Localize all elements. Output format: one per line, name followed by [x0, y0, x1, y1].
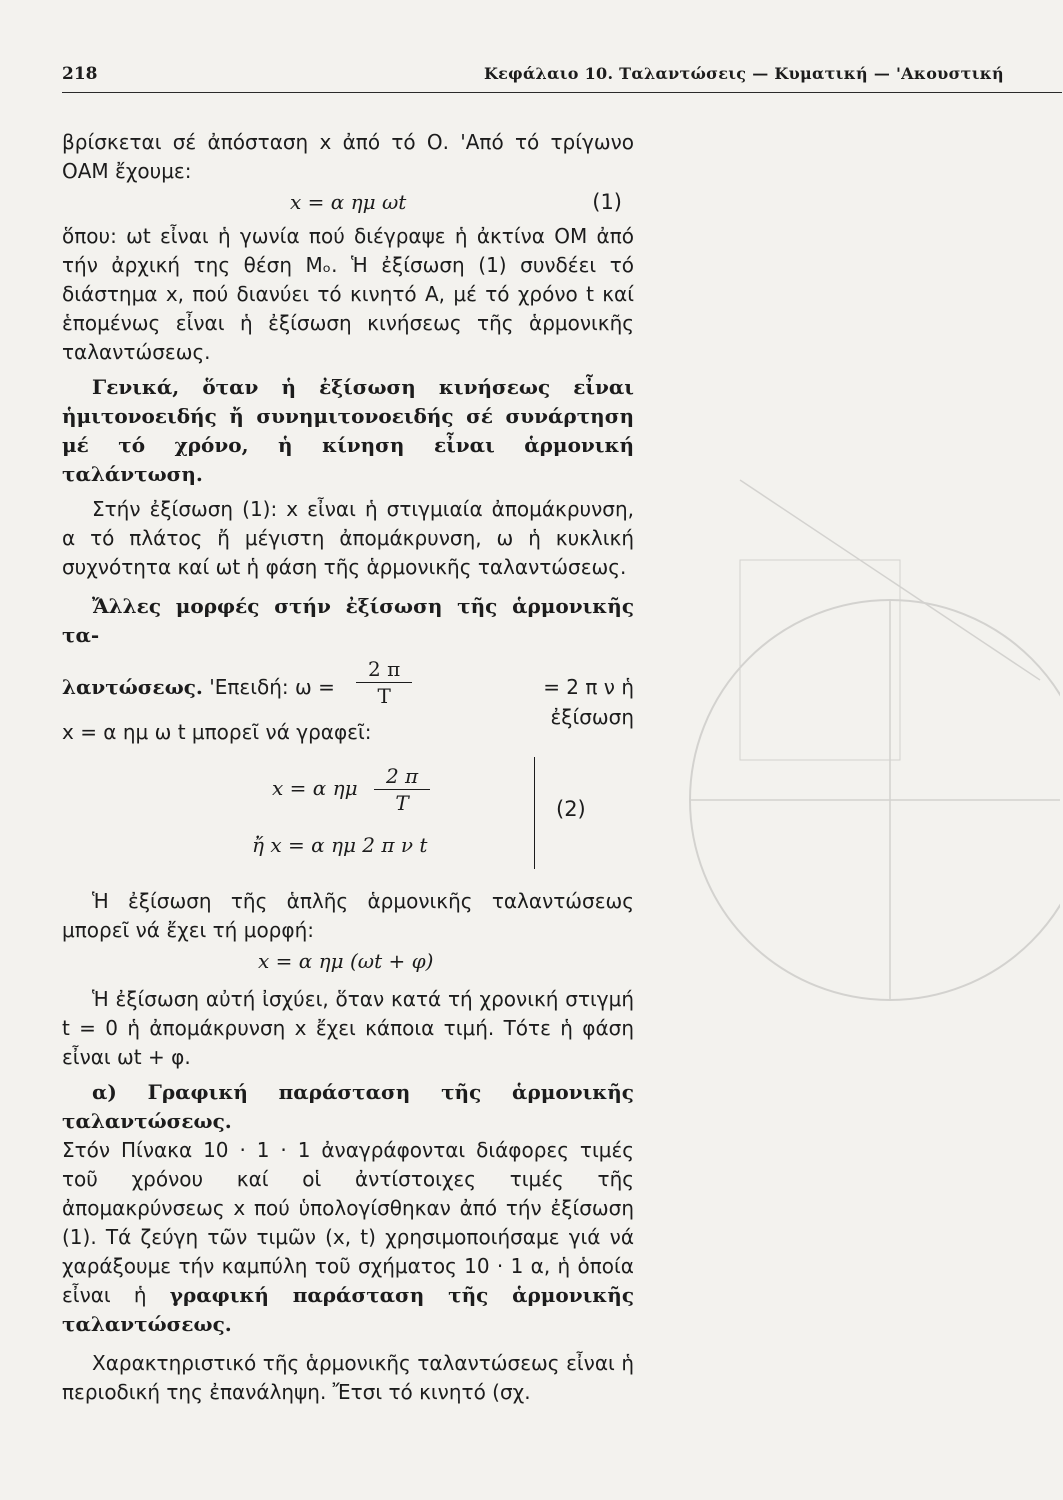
- equation-3-formula: x = α ημ (ωt + φ): [258, 949, 434, 973]
- equation-2a-numerator: 2 π: [374, 763, 430, 790]
- equation-2-brace: [524, 757, 535, 869]
- equation-2-block: [62, 751, 634, 877]
- equation-1-formula: x = α ημ ωt: [290, 190, 407, 214]
- paragraph-6: x = α ημ ω t μπορεῖ νά γραφεῖ:: [62, 720, 372, 744]
- fraction-denominator: T: [377, 684, 391, 708]
- paragraph-9-text: Στόν Πίνακα 10 · 1 · 1 ἀναγράφονται διάφορες τιμές τοῦ χρόνου καί οἱ ἀντίστοιχες τιμές τῆς ἀπομακρύνσεως x πού ὑπολογίσθηκαν ἀπό τήν ἐξίσωση (1). Τά ζεύγη τῶν τιμῶν (x, t) χρησιμοποιήσαμε γιά νά χαράξουμε τήν καμπύλη τοῦ σχήματος 10 · 1 α, ἡ ὁποία εἶναι ἡ: [62, 1138, 634, 1307]
- paragraph-5-heading: Ἄλλες μορφές στήν ἐξίσωση τῆς ἁρμονικῆς τα-: [62, 594, 634, 647]
- equation-2b: ἤ x = α ημ 2 π ν t: [252, 833, 428, 857]
- equation-2-number: (2): [556, 797, 586, 821]
- omega-relation: [62, 656, 634, 729]
- paragraph-4: Στήν ἐξίσωση (1): x εἶναι ἡ στιγμιαία ἀπομάκρυνση, α τό πλάτος ἤ μέγιστη ἀπομάκρυνση, ω ἡ κυκλική συχνότητα καί ωt ἡ φάση τῆς ἁρμονικῆς ταλαντώσεως.: [62, 497, 634, 579]
- equation-2a-denominator: T: [395, 791, 409, 815]
- paragraph-5-heading-end: λαντώσεως.: [62, 675, 203, 699]
- equation-2a-lhs: x = α ημ: [272, 776, 358, 800]
- paragraph-8: Ἡ ἐξίσωση αὐτή ἰσχύει, ὅταν κατά τή χρονική στιγμή t = 0 ἡ ἀπομάκρυνση x ἔχει κάποια τιμή. Τότε ἡ φάση εἶναι ωt + φ.: [62, 987, 634, 1069]
- header-rule: [62, 92, 1062, 93]
- paragraph-9: [62, 1136, 634, 1339]
- fraction-2pi-over-t: [356, 656, 412, 709]
- page-number: 218: [62, 64, 98, 84]
- paragraph-1: βρίσκεται σέ ἀπόσταση x ἀπό τό Ο. 'Από τό τρίγωνο ΟΑΜ ἔχουμε:: [62, 130, 634, 183]
- equation-1: [62, 186, 634, 222]
- equation-1-number: (1): [592, 190, 622, 214]
- paragraph-7: Ἡ ἐξίσωση τῆς ἁπλῆς ἁρμονικῆς ταλαντώσεως μπορεῖ νά ἔχει τή μορφή:: [62, 889, 634, 942]
- paragraph-9-bold: γραφική παράσταση τῆς ἁρμονικῆς ταλαντώσεως.: [62, 1283, 635, 1336]
- equation-3: [62, 945, 634, 985]
- omega-relation-rest: = 2 π ν ἡ ἐξίσωση: [543, 675, 634, 729]
- equation-2a-fraction: [374, 763, 430, 816]
- bleed-through-figure: [640, 120, 1060, 1420]
- fraction-numerator: 2 π: [356, 656, 412, 683]
- paragraph-10: Χαρακτηριστικό τῆς ἁρμονικῆς ταλαντώσεως εἶναι ἡ περιοδική της ἐπανάληψη. Ἔτσι τό κινητό (σχ.: [62, 1351, 634, 1404]
- text-column: [62, 128, 634, 1407]
- running-title: Κεφάλαιο 10. Ταλαντώσεις — Κυματική — 'Ακουστική: [483, 64, 1004, 83]
- since-text: 'Επειδή: ω =: [209, 675, 335, 699]
- section-a-heading: α) Γραφική παράσταση τῆς ἁρμονικῆς ταλαντώσεως.: [62, 1080, 634, 1133]
- paragraph-3-definition: Γενικά, ὅταν ἡ ἐξίσωση κινήσεως εἶναι ἡμιτονοειδής ἤ συνημιτονοειδής σέ συνάρτηση μέ τό χρόνο, ἡ κίνηση εἶναι ἁρμονική ταλάντωση.: [62, 375, 634, 486]
- paragraph-2: ὅπου: ωt εἶναι ἡ γωνία πού διέγραψε ἡ ἀκτίνα ΟΜ ἀπό τήν ἀρχική της θέση Μₒ. Ἡ ἐξίσωση (1) συνδέει τό διάστημα x, πού διανύει τό κινητό Α, μέ τό χρόνο t καί ἑπομένως εἶναι ἡ ἐξίσωση κινήσεως τῆς ἁρμονικῆς ταλαντώσεως.: [62, 224, 634, 364]
- page-header: [62, 58, 1012, 94]
